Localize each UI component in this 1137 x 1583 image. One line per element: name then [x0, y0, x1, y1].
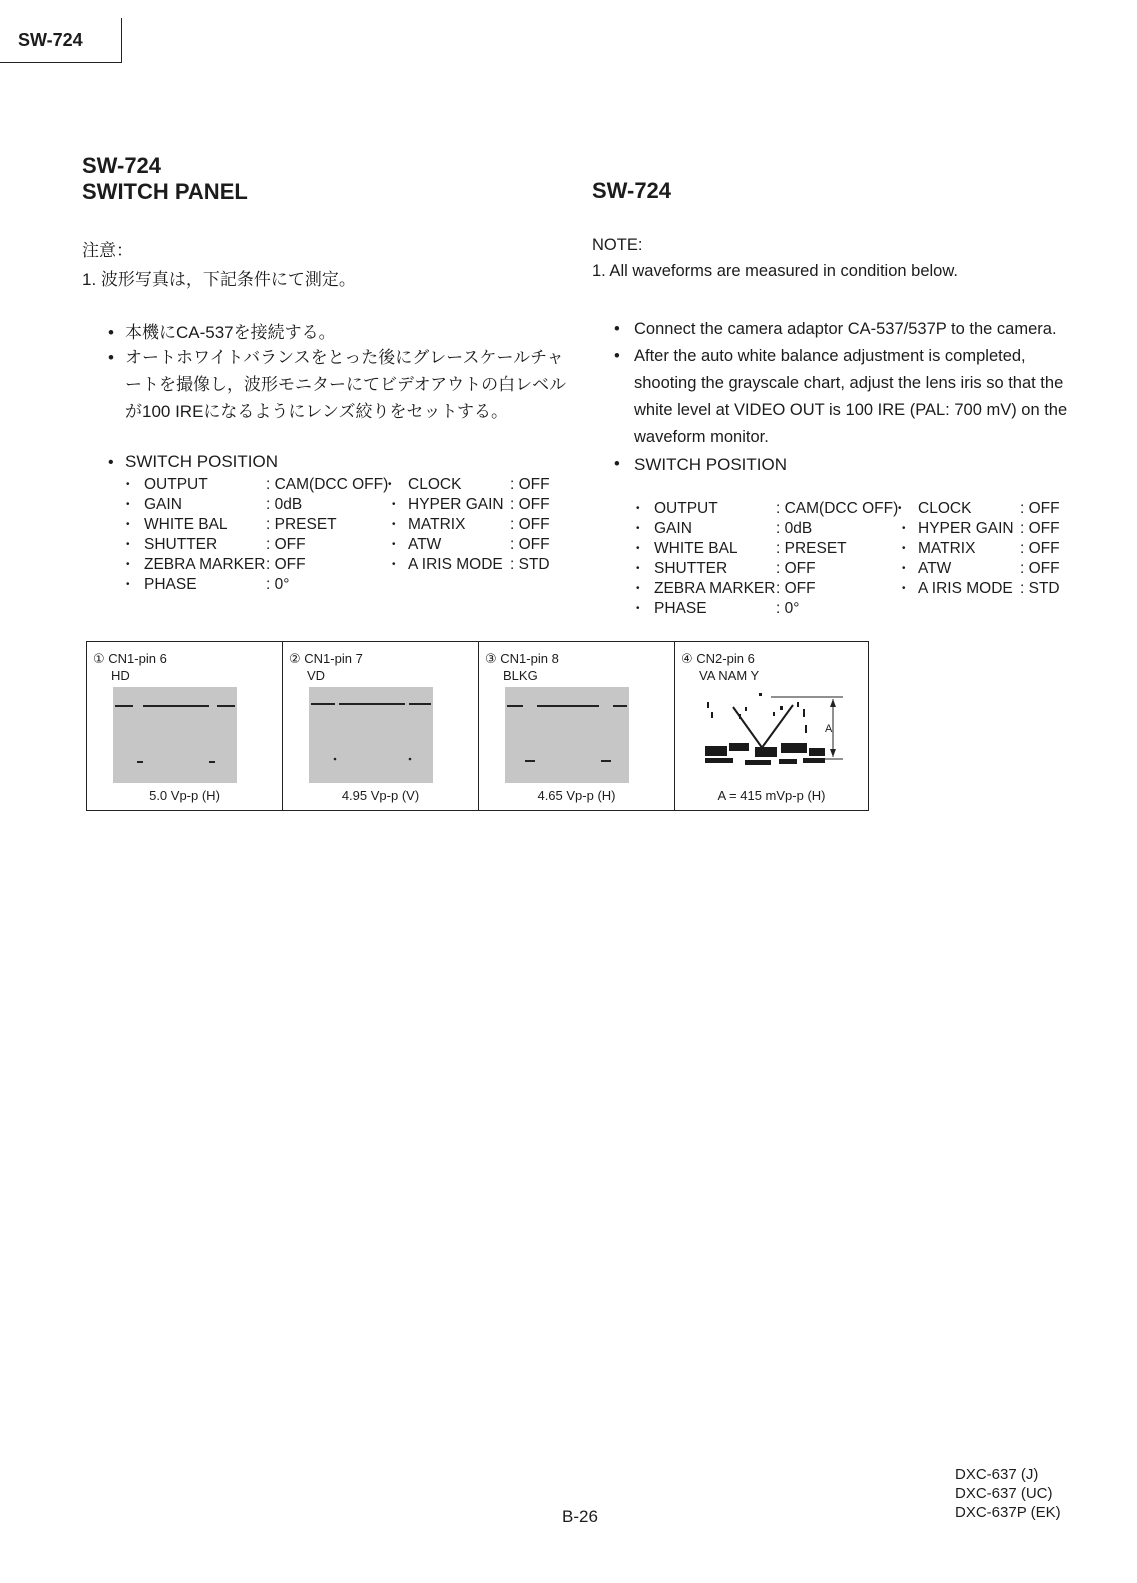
- switch-row: • ZEBRA MARKER : OFF • A IRIS MODE : STD: [126, 556, 550, 573]
- en-item-1: 1. All waveforms are measured in condition below.: [592, 262, 958, 280]
- tab-divider-horizontal: [0, 62, 122, 63]
- waveform-header: ② CN1-pin 7 VD: [289, 651, 363, 683]
- model-item: DXC-637 (UC): [955, 1485, 1053, 1502]
- left-heading-title: SWITCH PANEL: [82, 179, 248, 204]
- waveform-caption: 5.0 Vp-p (H): [149, 788, 220, 803]
- jp-bullet-1: [108, 318, 336, 343]
- en-bullets: [614, 316, 1084, 479]
- jp-note-label: 注意：: [82, 241, 133, 260]
- waveform-cell-3: [479, 642, 675, 810]
- waveform-screen-hd: [113, 687, 237, 783]
- switch-row: • SHUTTER : OFF • ATW : OFF: [636, 560, 1060, 577]
- model-item: DXC-637 (J): [955, 1466, 1039, 1483]
- waveform-cell-1: [87, 642, 283, 810]
- en-bullet-1: • Connect the camera adaptor CA-537/537P to the camera.: [614, 320, 1057, 338]
- en-bullet-2-text: After the auto white balance adjustment is completed, shooting the grayscale chart, adjust the lens iris so that the white level at VIDEO OUT is 100 IRE (PAL: 700 mV) on the waveform monitor.: [634, 347, 1068, 446]
- tab-divider-vertical: [121, 18, 122, 62]
- switch-row: • PHASE : 0°: [636, 600, 800, 617]
- switch-row: • OUTPUT : CAM(DCC OFF) • CLOCK : OFF: [636, 500, 1060, 517]
- model-list: [955, 1465, 1061, 1522]
- switch-row: • ZEBRA MARKER : OFF • A IRIS MODE : STD: [636, 580, 1060, 597]
- bullet-dot: •: [108, 454, 114, 471]
- en-switch-title: SWITCH POSITION: [634, 455, 787, 474]
- right-heading: SW-724: [592, 178, 672, 203]
- waveform-cell-4: [675, 642, 868, 810]
- jp-bullet-1-text: 本機にCA-537を接続する。: [125, 323, 336, 342]
- left-heading: [82, 153, 248, 205]
- jp-switch-position: [108, 452, 278, 472]
- jp-switch-title: SWITCH POSITION: [125, 452, 278, 471]
- bullet-dot: •: [108, 348, 114, 367]
- switch-row: • PHASE : 0°: [126, 576, 290, 593]
- switch-row: • GAIN : 0dB • HYPER GAIN : OFF: [126, 496, 550, 513]
- waveform-header: ④ CN2-pin 6 VA NAM Y: [681, 651, 760, 683]
- jp-bullet-2-text: オートホワイトバランスをとった後にグレースケールチャートを撮像し，波形モニターにてビデオアウトの白レベルが100 IREになるようにレンズ絞りをセットする。: [125, 348, 567, 421]
- waveform-screen-blkg: [505, 687, 629, 783]
- waveform-caption: 4.65 Vp-p (H): [537, 788, 616, 803]
- en-bullet-1-text: Connect the camera adaptor CA-537/537P to the camera.: [634, 320, 1057, 338]
- switch-row: • OUTPUT : CAM(DCC OFF) • CLOCK : OFF: [126, 476, 550, 493]
- en-switch-table: [636, 499, 1076, 624]
- model-item: DXC-637P (EK): [955, 1504, 1061, 1521]
- en-bullet-2: • After the auto white balance adjustment is completed, shooting the grayscale chart, adjust the lens iris so that the white level at VIDEO OUT is 100 IRE (PAL: 700 mV) on the waveform monitor.: [614, 347, 1068, 446]
- section-tab: SW-724: [18, 30, 83, 50]
- switch-row: • SHUTTER : OFF • ATW : OFF: [126, 536, 550, 553]
- switch-row: • GAIN : 0dB • HYPER GAIN : OFF: [636, 520, 1060, 537]
- switch-row: • WHITE BAL : PRESET • MATRIX : OFF: [636, 540, 1060, 557]
- jp-bullet-2: [108, 344, 568, 425]
- jp-item-1: 1. 波形写真は，下記条件にて測定。: [82, 270, 356, 289]
- bullet-dot: •: [108, 323, 114, 342]
- waveform-table: [86, 641, 869, 811]
- jp-switch-table: [126, 475, 566, 600]
- switch-row: • WHITE BAL : PRESET • MATRIX : OFF: [126, 516, 550, 533]
- en-note-label: NOTE:: [592, 236, 643, 254]
- waveform-header: ① CN1-pin 6 HD: [93, 651, 167, 683]
- waveform-screen-vanamy: [701, 687, 851, 783]
- amplitude-marker-label: A: [825, 723, 833, 735]
- left-heading-model: SW-724: [82, 153, 162, 178]
- page-number: B-26: [562, 1507, 598, 1526]
- waveform-caption: A = 415 mVp-p (H): [717, 788, 826, 803]
- waveform-cell-2: [283, 642, 479, 810]
- waveform-caption: 4.95 Vp-p (V): [341, 788, 420, 803]
- en-switch-position: • SWITCH POSITION: [614, 455, 787, 474]
- waveform-header: ③ CN1-pin 8 BLKG: [485, 651, 559, 683]
- waveform-screen-vd: [309, 687, 433, 783]
